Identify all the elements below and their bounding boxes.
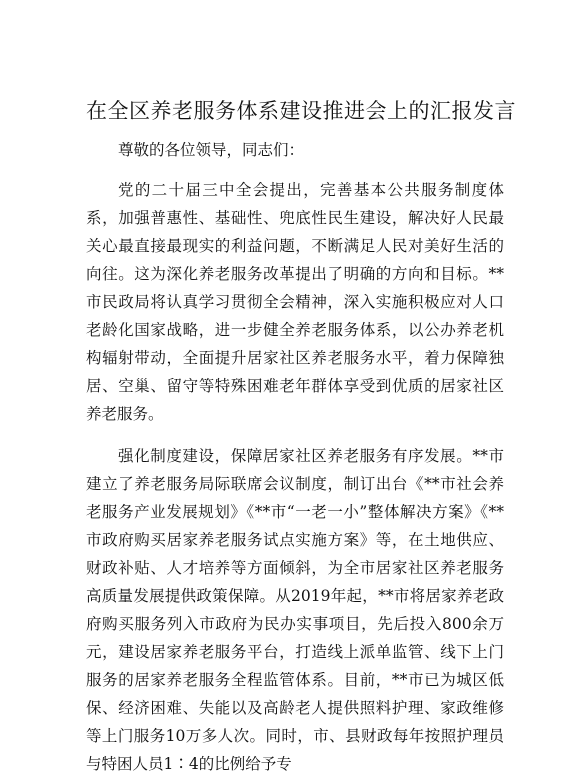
document-title: 在全区养老服务体系建设推进会上的汇报发言 bbox=[86, 99, 516, 123]
paragraph-1: 党的二十届三中全会提出，完善基本公共服务制度体系，加强普惠性、基础性、兜底性民生建设，解决好人民最关心最直接最现实的利益问题，不断满足人民对美好生活的向往。这为深化养老服务改革提出了明确的方向和目标。**市民政局将认真学习贯彻全会精神，深入实施积极应对人口老龄化国家战略，进一步健全养老服务体系，以公办养老机构辐射带动，全面提升居家社区养老服务水平，着力保障独居、空巢、留守等特殊困难老年群体享受到优质的居家社区养老服务。 bbox=[86, 181, 504, 423]
paragraph-2: 强化制度建设，保障居家社区养老服务有序发展。**市建立了养老服务局际联席会议制度，制订出台《**市社会养老服务产业发展规划》《**市“一老一小”整体解决方案》《**市政府购买居家养老服务试点实施方案》等，在土地供应、财政补贴、人才培养等方面倾斜，为全市居家社区养老服务高质量发展提供政策保障。从2019年起，**市将居家养老政府购买服务列入市政府为民办实事项目，先后投入800余万元，建设居家养老服务平台，打造线上派单监管、线下上门服务的居家养老服务全程监管体系。目前，**市已为城区低保、经济困难、失能以及高龄老人提供照料护理、家政维修等上门服务10万多人次。同时，市、县财政每年按照护理员与特困人员1∶4的比例给予专 bbox=[86, 447, 504, 773]
greeting: 尊敬的各位领导，同志们： bbox=[118, 141, 305, 159]
